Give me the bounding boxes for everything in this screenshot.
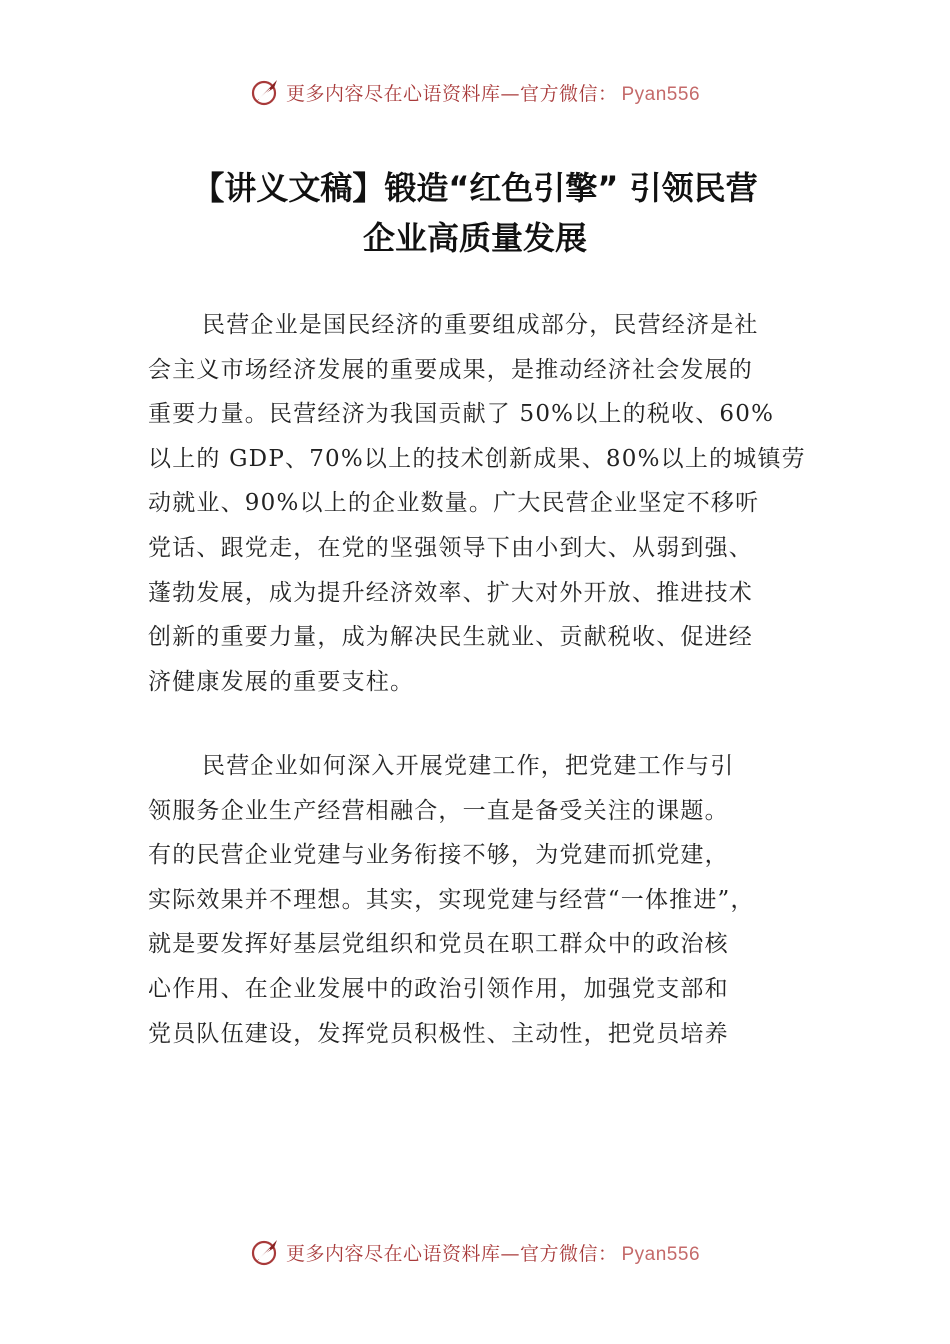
paragraph-line: 民营企业是国民经济的重要组成部分，民营经济是社 bbox=[202, 312, 759, 338]
paragraph-line: 蓬勃发展，成为提升经济效率、扩大对外开放、推进技术 bbox=[148, 579, 753, 606]
watermark-handle: Pyan556 bbox=[621, 1243, 701, 1265]
footer-watermark bbox=[0, 1232, 950, 1272]
paragraph-line: 以上的 GDP、70%以上的技术创新成果、80%以上的城镇劳 bbox=[148, 445, 806, 472]
quill-circle-icon bbox=[250, 76, 282, 108]
watermark-official: 官方微信： bbox=[519, 1242, 618, 1265]
paragraph-line: 会主义市场经济发展的重要成果，是推动经济社会发展的 bbox=[148, 356, 753, 383]
document-title bbox=[120, 163, 830, 263]
paragraph-line: 创新的重要力量，成为解决民生就业、贡献税收、促进经 bbox=[148, 624, 753, 651]
paragraph-line: 就是要发挥好基层党组织和党员在职工群众中的政治核 bbox=[148, 931, 729, 958]
paragraph-line: 动就业、90%以上的企业数量。广大民营企业坚定不移听 bbox=[148, 490, 760, 517]
paragraph-line: 实际效果并不理想。其实，实现党建与经营“一体推进”， bbox=[148, 886, 755, 913]
quill-circle-icon bbox=[250, 1236, 282, 1268]
title-line: 【讲义文稿】锻造“红色引擎” 引领民营 bbox=[192, 169, 758, 207]
paragraph-line: 心作用、在企业发展中的政治引领作用，加强党支部和 bbox=[148, 975, 729, 1002]
watermark-dash: — bbox=[500, 82, 520, 105]
paragraph-line: 有的民营企业党建与业务衔接不够，为党建而抓党建， bbox=[148, 842, 729, 869]
body-paragraph-1 bbox=[148, 303, 828, 704]
watermark-official: 官方微信： bbox=[519, 82, 618, 105]
watermark-dash: — bbox=[500, 1242, 520, 1265]
paragraph-line: 重要力量。民营经济为我国贡献了 50%以上的税收、60% bbox=[148, 401, 775, 428]
watermark-text bbox=[286, 1239, 700, 1266]
header-watermark bbox=[0, 72, 950, 112]
title-line: 企业高质量发展 bbox=[362, 219, 587, 257]
watermark-text bbox=[286, 79, 700, 106]
paragraph-line: 民营企业如何深入开展党建工作，把党建工作与引 bbox=[202, 753, 735, 779]
paragraph-line: 党话、跟党走，在党的坚强领导下由小到大、从弱到强、 bbox=[148, 534, 753, 561]
paragraph-line: 济健康发展的重要支柱。 bbox=[148, 668, 415, 695]
watermark-site: 更多内容尽在心语资料库 bbox=[285, 82, 501, 105]
paragraph-line: 领服务企业生产经营相融合，一直是备受关注的课题。 bbox=[148, 797, 729, 824]
watermark-handle: Pyan556 bbox=[621, 83, 701, 105]
body-paragraph-2 bbox=[148, 744, 828, 1056]
watermark-site: 更多内容尽在心语资料库 bbox=[285, 1242, 501, 1265]
paragraph-line: 党员队伍建设，发挥党员积极性、主动性，把党员培养 bbox=[148, 1020, 729, 1047]
